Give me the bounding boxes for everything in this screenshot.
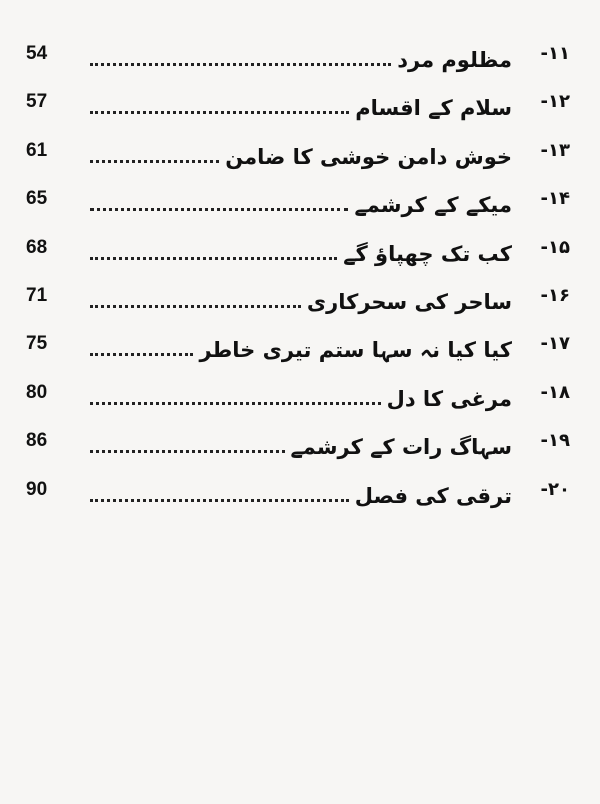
toc-title-line — [90, 274, 512, 322]
toc-page-number: 86 — [26, 430, 48, 452]
toc-page-number: 57 — [26, 91, 48, 113]
toc-entry — [0, 371, 600, 419]
dot-leader — [90, 305, 301, 308]
table-of-contents — [0, 32, 600, 516]
toc-title-line — [90, 322, 512, 370]
toc-title-line — [90, 129, 512, 177]
toc-chapter-number: ۱۵- — [540, 236, 570, 258]
toc-chapter-number: ۱۷- — [540, 333, 570, 355]
toc-entry — [0, 468, 600, 516]
dot-leader — [90, 63, 391, 66]
toc-page-number: 65 — [26, 188, 48, 210]
dot-leader — [90, 353, 193, 356]
toc-chapter-title: سلام کے اقسام — [355, 96, 512, 121]
toc-chapter-number: ۱۸- — [540, 381, 570, 403]
toc-page-number: 54 — [26, 43, 48, 64]
dot-leader — [90, 402, 381, 405]
toc-entry — [0, 419, 600, 467]
dot-leader — [90, 208, 348, 211]
toc-page-number: 90 — [26, 478, 48, 500]
dot-leader — [90, 160, 219, 163]
toc-page-number: 71 — [26, 284, 48, 306]
dot-leader — [90, 450, 285, 453]
toc-title-line — [90, 468, 512, 516]
toc-title-line — [90, 32, 512, 80]
toc-entry — [0, 32, 600, 80]
toc-entry — [0, 226, 600, 274]
toc-chapter-title: کیا کیا نہ سہا ستم تیری خاطر — [199, 338, 512, 363]
toc-entry — [0, 322, 600, 370]
toc-chapter-title: مرغی کا دل — [386, 386, 512, 411]
toc-page-number: 75 — [26, 333, 48, 355]
toc-entry — [0, 80, 600, 128]
toc-entry — [0, 274, 600, 322]
toc-chapter-title: ترقی کی فصل — [354, 483, 512, 508]
toc-chapter-title: ساحر کی سحرکاری — [306, 289, 512, 314]
toc-chapter-title: سہاگ رات کے کرشمے — [290, 435, 512, 460]
toc-chapter-number: ۱۱- — [540, 43, 570, 64]
toc-chapter-title: کب تک چھپاؤ گے — [343, 241, 512, 266]
toc-title-line — [90, 226, 512, 274]
toc-chapter-title: میکے کے کرشمے — [354, 193, 512, 218]
toc-page-number: 68 — [26, 236, 48, 258]
toc-title-line — [90, 419, 512, 467]
toc-title-line — [90, 177, 512, 225]
toc-title-line — [90, 80, 512, 128]
toc-chapter-number: ۱۶- — [540, 284, 570, 306]
toc-entry — [0, 177, 600, 225]
toc-chapter-title: خوش دامن خوشی کا ضامن — [225, 144, 512, 169]
toc-chapter-number: ۲۰- — [540, 478, 570, 500]
toc-chapter-number: ۱۳- — [540, 139, 570, 161]
dot-leader — [90, 257, 337, 260]
toc-page-number: 80 — [26, 381, 48, 403]
dot-leader — [90, 111, 349, 114]
dot-leader — [90, 499, 349, 502]
toc-page-number: 61 — [26, 139, 48, 161]
toc-chapter-title: مظلوم مرد — [397, 48, 512, 72]
toc-chapter-number: ۱۲- — [540, 91, 570, 113]
toc-chapter-number: ۱۹- — [540, 430, 570, 452]
toc-entry — [0, 129, 600, 177]
toc-chapter-number: ۱۴- — [540, 188, 570, 210]
toc-title-line — [90, 371, 512, 419]
